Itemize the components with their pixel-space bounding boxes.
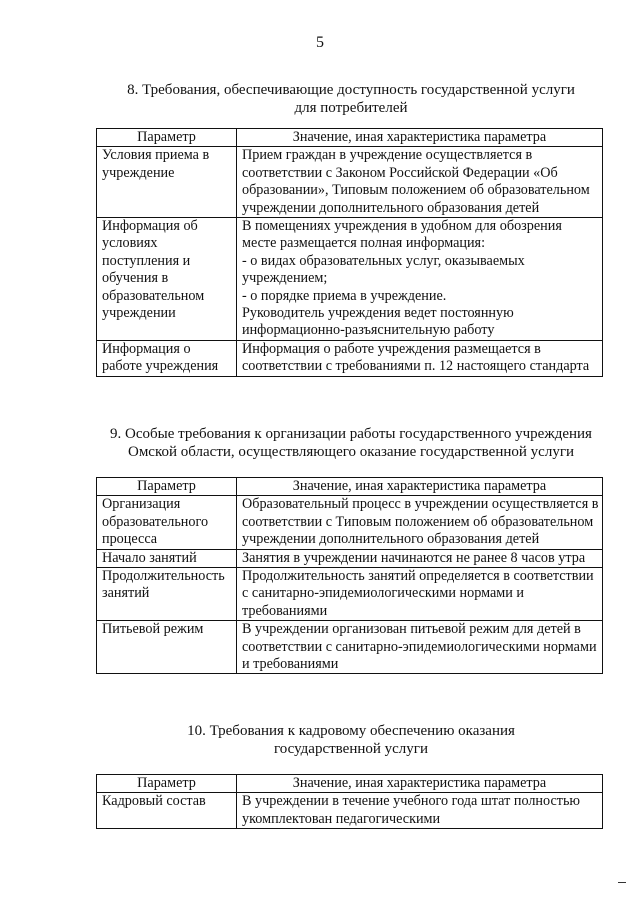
- header-parameter: Параметр: [97, 129, 237, 147]
- row-value: В учреждении в течение учебного года штат полностью укомплектован педагогическими: [237, 793, 603, 829]
- row-value: Продолжительность занятий определяется в соответствии с санитарно-эпидемиологическими нормами и требованиями: [237, 568, 603, 621]
- row-value: Информация о работе учреждения размещается в соответствии с требованиями п. 12 настоящего стандарта: [237, 340, 603, 376]
- section-9-title-line1: 9. Особые требования к организации работы государственного учреждения: [110, 426, 592, 442]
- section-8-title-line1: 8. Требования, обеспечивающие доступность государственной услуги: [127, 82, 575, 98]
- page-number: 5: [316, 34, 324, 51]
- table-header-row: [97, 775, 603, 793]
- row-parameter: Начало занятий: [97, 549, 237, 567]
- table-row: [97, 568, 603, 621]
- row-parameter: Организация образовательного процесса: [97, 496, 237, 549]
- section-8-title-line2: для потребителей: [294, 100, 408, 116]
- table-row: [97, 218, 603, 341]
- row-parameter: Продолжительность занятий: [97, 568, 237, 621]
- table-row: [97, 340, 603, 376]
- header-parameter: Параметр: [97, 478, 237, 496]
- page-edge-mark: [618, 882, 626, 883]
- row-parameter: Питьевой режим: [97, 621, 237, 674]
- table-row: [97, 621, 603, 674]
- value-line: - о видах образовательных услуг, оказываемых учреждением;: [242, 252, 525, 287]
- section-8-title: [96, 81, 606, 117]
- section-10-title-line1: 10. Требования к кадровому обеспечению оказания: [187, 723, 515, 739]
- section-9-table: [96, 477, 603, 674]
- table-row: [97, 793, 603, 829]
- table-header-row: [97, 129, 603, 147]
- section-8-table: [96, 128, 603, 377]
- row-value: В учреждении организован питьевой режим для детей в соответствии с санитарно-эпидемиологическими нормами и требованиями: [237, 621, 603, 674]
- value-line: В помещениях учреждения в удобном для обозрения месте размещается полная информация:: [242, 218, 562, 252]
- value-line: - о порядке приема в учреждение.: [242, 287, 447, 304]
- table-row: [97, 496, 603, 549]
- section-10-table: [96, 774, 603, 829]
- section-9-title: [96, 425, 606, 461]
- row-parameter: Информация об условиях поступления и обучения в образовательном учреждении: [97, 218, 237, 341]
- section-9-title-line2: Омской области, осуществляющего оказание государственной услуги: [127, 444, 574, 460]
- header-value: Значение, иная характеристика параметра: [237, 775, 603, 793]
- row-value: Занятия в учреждении начинаются не ранее 8 часов утра: [237, 549, 603, 567]
- section-10-title-line2: государственной услуги: [274, 741, 428, 757]
- row-parameter: Кадровый состав: [97, 793, 237, 829]
- row-value: [237, 218, 603, 341]
- header-parameter: Параметр: [97, 775, 237, 793]
- value-line: Руководитель учреждения ведет постоянную информационно-разъяснительную работу: [242, 305, 514, 339]
- header-value: Значение, иная характеристика параметра: [237, 478, 603, 496]
- table-header-row: [97, 478, 603, 496]
- table-row: [97, 147, 603, 218]
- header-value: Значение, иная характеристика параметра: [237, 129, 603, 147]
- row-value: Прием граждан в учреждение осуществляется в соответствии с Законом Российской Федерации «Об образовании», Типовым положением об образовательном учреждении дополнительного образования детей: [237, 147, 603, 218]
- row-parameter: Условия приема в учреждение: [97, 147, 237, 218]
- section-10-title: [96, 722, 606, 758]
- table-row: [97, 549, 603, 567]
- row-parameter: Информация о работе учреждения: [97, 340, 237, 376]
- row-value: Образовательный процесс в учреждении осуществляется в соответствии с Типовым положением об образовательном учреждении дополнительного образования детей: [237, 496, 603, 549]
